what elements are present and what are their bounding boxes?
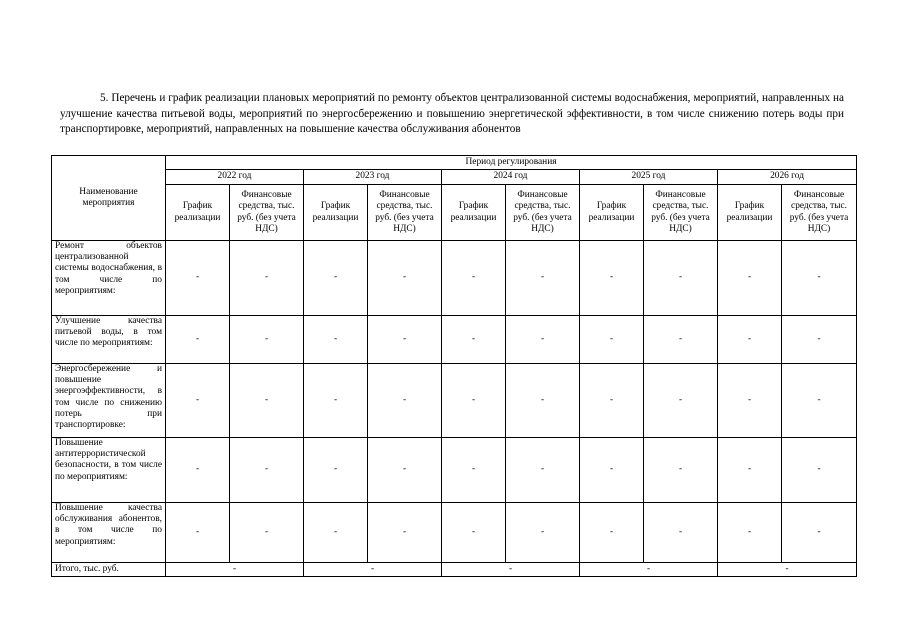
- header-row-subcolumns: [52, 185, 857, 241]
- table-cell: -: [442, 241, 506, 316]
- table-cell: -: [230, 316, 304, 364]
- table-cell: -: [166, 241, 230, 316]
- schedule-header: График реализации: [304, 185, 368, 241]
- table-row: [52, 316, 857, 364]
- table-cell: -: [580, 503, 644, 563]
- table-cell: -: [718, 503, 782, 563]
- table-cell: -: [782, 316, 857, 364]
- table-cell: -: [230, 438, 304, 503]
- table-cell: -: [368, 241, 442, 316]
- table-cell: -: [166, 438, 230, 503]
- table-cell: -: [442, 316, 506, 364]
- table-cell: -: [506, 438, 580, 503]
- section-heading: [60, 91, 844, 138]
- schedule-header: График реализации: [442, 185, 506, 241]
- table-cell: -: [718, 241, 782, 316]
- table-row: [52, 438, 857, 503]
- total-label: Итого, тыс. руб.: [52, 563, 166, 577]
- table-cell: -: [304, 438, 368, 503]
- table-cell: -: [442, 364, 506, 438]
- table-cell: -: [782, 241, 857, 316]
- section-heading-text: Перечень и график реализации плановых мероприятий по ремонту объектов централизованной системы водоснабжения, мероприятий, направленных на улучшение качества питьевой воды, мероприятий по энергосбережению и повышению энергетической эффективности, в том числе снижению потерь воды при транспортировке, мероприятий, направленных на повышение качества обслуживания абонентов: [60, 92, 845, 135]
- table-cell: -: [304, 241, 368, 316]
- activity-name: Энергосбережение и повышение энергоэффективности, в том числе по снижению потерь при транспортировке:: [52, 364, 166, 438]
- header-row-period: [52, 156, 857, 170]
- table-cell: -: [644, 364, 718, 438]
- table-cell: -: [304, 364, 368, 438]
- activity-name: Улучшение качества питьевой воды, в том числе по мероприятиям:: [52, 316, 166, 364]
- finance-header: Финансовые средства, тыс. руб. (без учета НДС): [506, 185, 580, 241]
- year-header-2025: 2025 год: [580, 170, 718, 185]
- table-cell: -: [580, 316, 644, 364]
- table-cell: -: [442, 438, 506, 503]
- year-header-2022: 2022 год: [166, 170, 304, 185]
- table-cell: -: [368, 316, 442, 364]
- table-cell: -: [644, 241, 718, 316]
- total-cell: -: [718, 563, 857, 577]
- table-cell: -: [580, 364, 644, 438]
- table-cell: -: [304, 503, 368, 563]
- table-cell: -: [580, 241, 644, 316]
- activity-name-header: Наименование мероприятия: [52, 156, 166, 241]
- table-cell: -: [304, 316, 368, 364]
- year-header-2026: 2026 год: [718, 170, 857, 185]
- table-cell: -: [718, 438, 782, 503]
- table-cell: -: [506, 241, 580, 316]
- activity-name: Ремонт объектов централизованной системы водоснабжения, в том числе по мероприятиям:: [52, 241, 166, 316]
- table-cell: -: [782, 503, 857, 563]
- total-row: [52, 563, 857, 577]
- finance-header: Финансовые средства, тыс. руб. (без учета НДС): [782, 185, 857, 241]
- table-cell: -: [230, 364, 304, 438]
- finance-header: Финансовые средства, тыс. руб. (без учета НДС): [368, 185, 442, 241]
- table-cell: -: [506, 364, 580, 438]
- table-cell: -: [506, 316, 580, 364]
- activity-name: Повышение антитеррористической безопасности, в том числе по мероприятиям:: [52, 438, 166, 503]
- schedule-header: График реализации: [166, 185, 230, 241]
- total-cell: -: [442, 563, 580, 577]
- total-cell: -: [304, 563, 442, 577]
- table-cell: -: [580, 438, 644, 503]
- table-cell: -: [442, 503, 506, 563]
- section-number: 5.: [100, 92, 109, 104]
- table-cell: -: [506, 503, 580, 563]
- finance-header: Финансовые средства, тыс. руб. (без учета НДС): [644, 185, 718, 241]
- activity-name: Повышение качества обслуживания абонентов, в том числе по мероприятиям:: [52, 503, 166, 563]
- table-cell: -: [644, 438, 718, 503]
- table-cell: -: [644, 503, 718, 563]
- table-row: [52, 364, 857, 438]
- header-row-years: [52, 170, 857, 185]
- year-header-2024: 2024 год: [442, 170, 580, 185]
- total-cell: -: [580, 563, 718, 577]
- table-cell: -: [644, 316, 718, 364]
- table-cell: -: [782, 364, 857, 438]
- table-cell: -: [166, 364, 230, 438]
- table-cell: -: [230, 503, 304, 563]
- table-cell: -: [166, 503, 230, 563]
- total-cell: -: [166, 563, 304, 577]
- year-header-2023: 2023 год: [304, 170, 442, 185]
- table-cell: -: [368, 438, 442, 503]
- schedule-header: График реализации: [580, 185, 644, 241]
- table-cell: -: [368, 503, 442, 563]
- table-cell: -: [718, 316, 782, 364]
- table-row: [52, 241, 857, 316]
- schedule-header: График реализации: [718, 185, 782, 241]
- regulation-period-header: Период регулирования: [166, 156, 857, 170]
- activities-schedule-table: [51, 155, 857, 577]
- table-cell: -: [782, 438, 857, 503]
- table-cell: -: [368, 364, 442, 438]
- table-row: [52, 503, 857, 563]
- table-cell: -: [718, 364, 782, 438]
- table-cell: -: [230, 241, 304, 316]
- table-cell: -: [166, 316, 230, 364]
- finance-header: Финансовые средства, тыс. руб. (без учета НДС): [230, 185, 304, 241]
